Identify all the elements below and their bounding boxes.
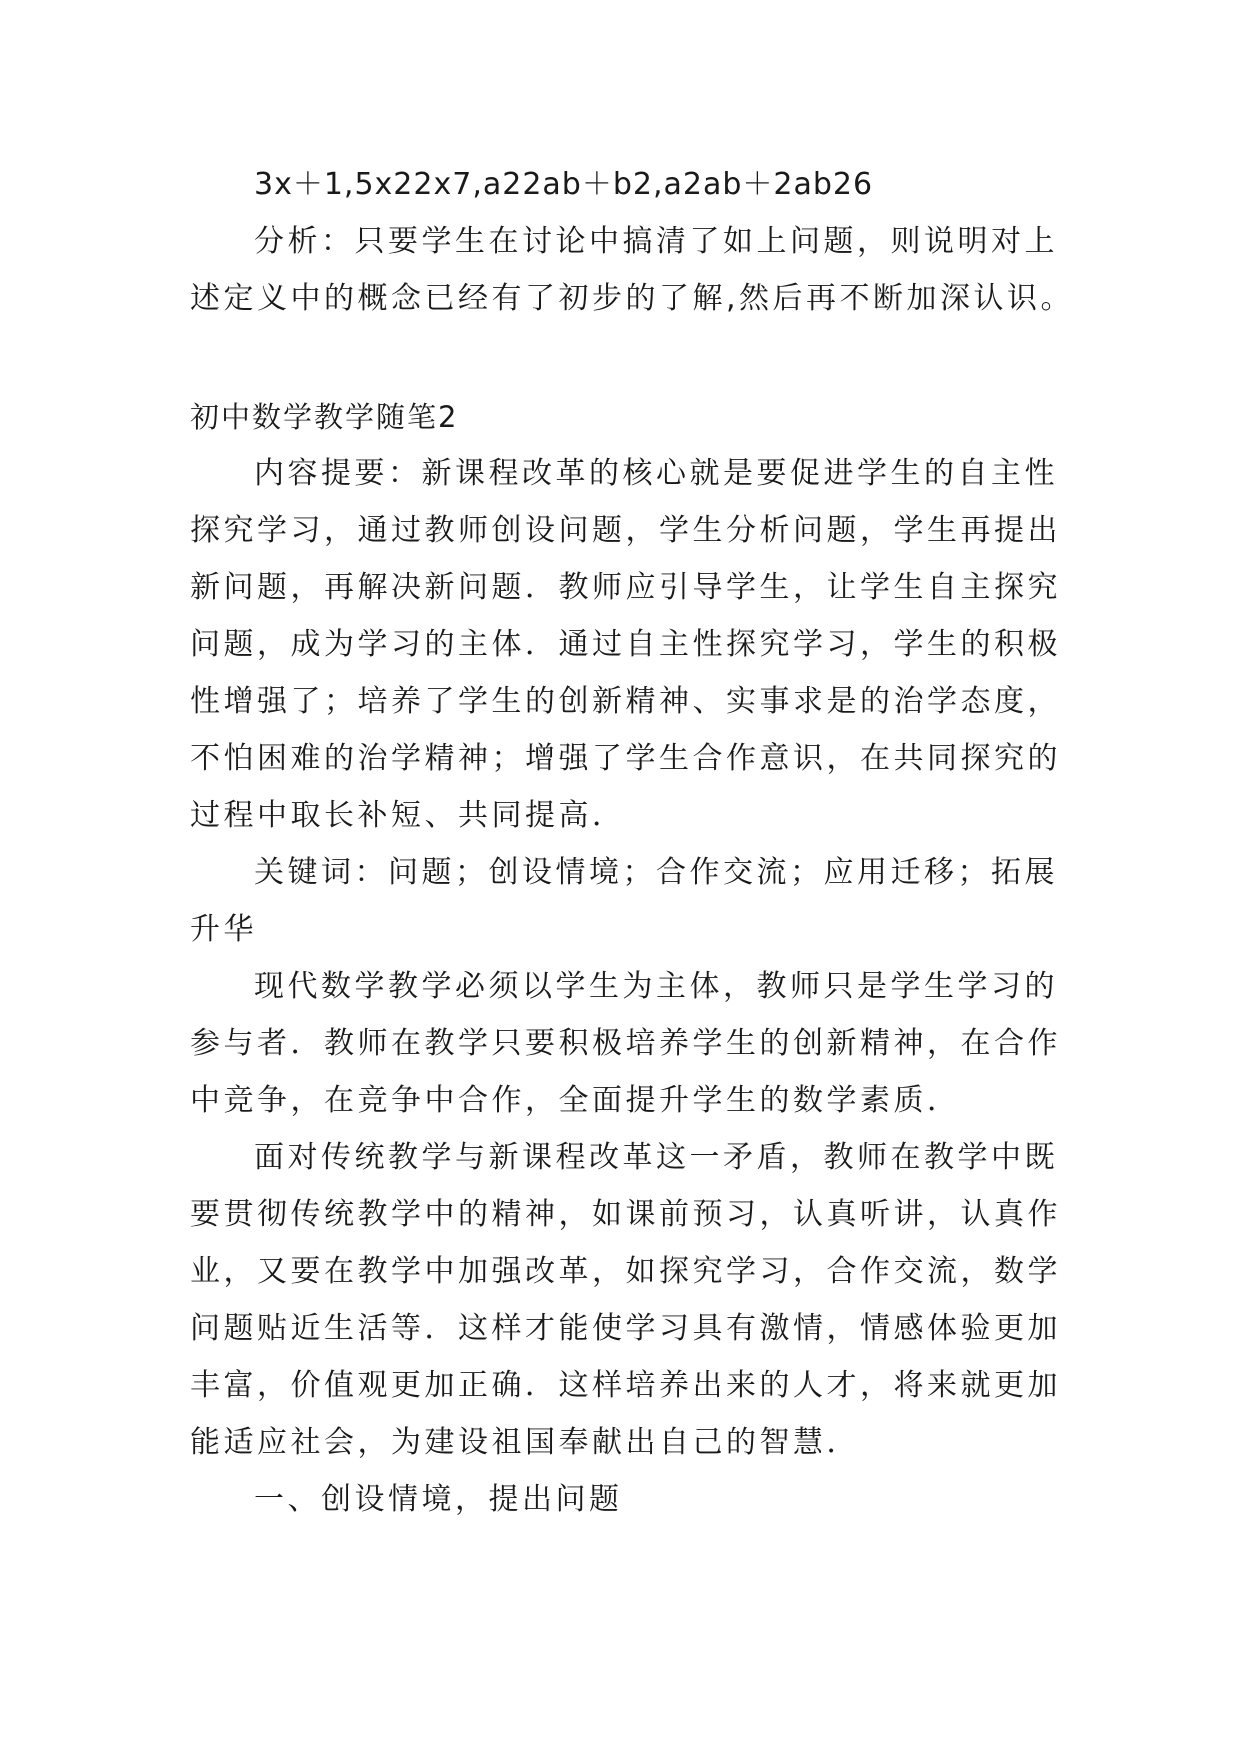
paragraph-line: 中竞争，在竞争中合作，全面提升学生的数学素质． [190,1083,961,1118]
paragraph-line: 性增强了；培养了学生的创新精神、实事求是的治学态度， [190,684,1061,719]
paragraph-line: 现代数学教学必须以学生为主体，教师只是学生学习的 [254,969,1058,1004]
paragraph-line: 新问题，再解决新问题．教师应引导学生，让学生自主探究 [190,570,1061,605]
keywords-line: 关键词：问题；创设情境；合作交流；应用迁移；拓展 [254,855,1058,890]
paragraph-line: 业，又要在教学中加强改革，如探究学习，合作交流，数学 [190,1254,1061,1289]
paragraph-line: 丰富，价值观更加正确．这样培养出来的人才，将来就更加 [190,1368,1061,1403]
section-title: 初中数学教学随笔2 [190,400,459,434]
paragraph-line: 问题贴近生活等．这样才能使学习具有激情，情感体验更加 [190,1311,1061,1346]
keywords-line: 升华 [190,912,257,947]
paragraph-line: 内容提要：新课程改革的核心就是要促进学生的自主性 [254,456,1058,491]
subsection-title: 一、创设情境，提出问题 [254,1482,623,1517]
paragraph-line: 参与者．教师在教学只要积极培养学生的创新精神，在合作 [190,1026,1061,1061]
paragraph-line: 问题，成为学习的主体．通过自主性探究学习，学生的积极 [190,627,1061,662]
paragraph-line: 面对传统教学与新课程改革这一矛盾，教师在教学中既 [254,1140,1058,1175]
paragraph-line: 分析：只要学生在讨论中搞清了如上问题，则说明对上 [254,224,1058,259]
paragraph-line: 要贯彻传统教学中的精神，如课前预习，认真听讲，认真作 [190,1197,1061,1232]
paragraph-line: 述定义中的概念已经有了初步的了解,然后再不断加深认识。 [190,281,1075,316]
formula-line: 3x＋1,5x22x7,a22ab＋b2,a2ab＋2ab26 [254,167,874,202]
paragraph-line: 探究学习，通过教师创设问题，学生分析问题，学生再提出 [190,513,1061,548]
paragraph-line: 不怕困难的治学精神；增强了学生合作意识，在共同探究的 [190,741,1061,776]
paragraph-line: 过程中取长补短、共同提高． [190,798,626,833]
paragraph-line: 能适应社会，为建设祖国奉献出自己的智慧． [190,1425,860,1460]
